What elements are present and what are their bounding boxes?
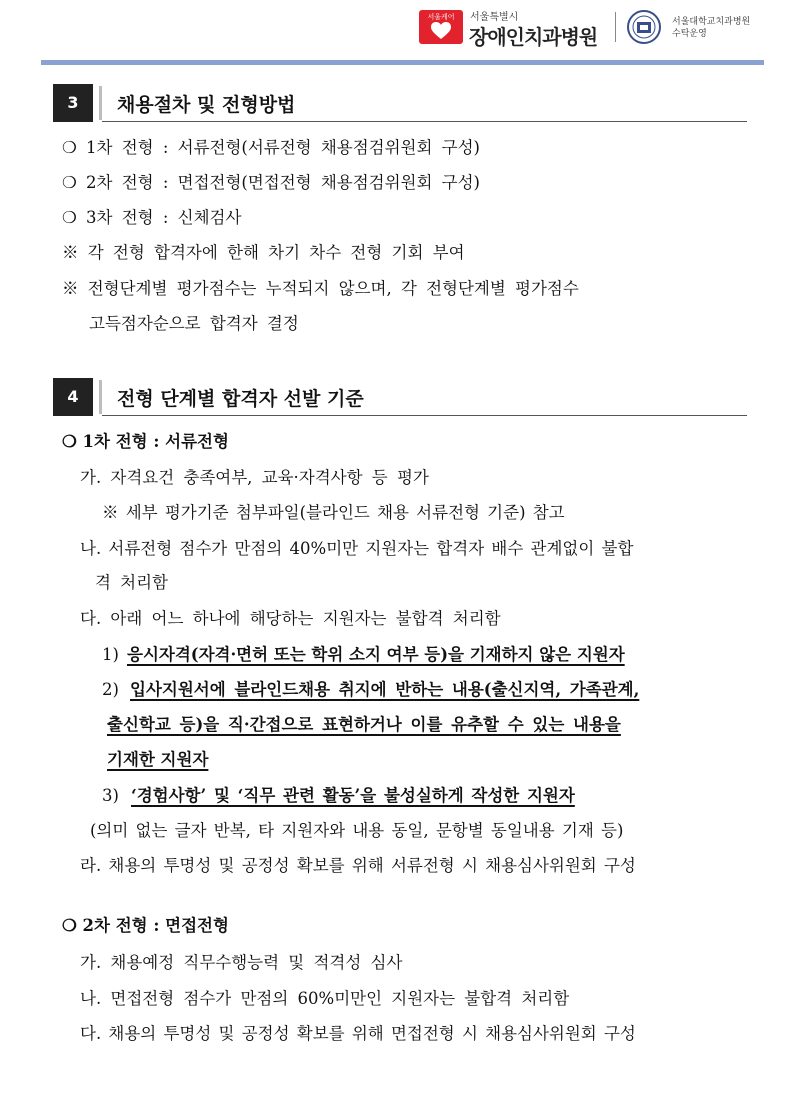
- section-4-header: [53, 378, 747, 416]
- sub-item-text: ‘경험사항’ 및 ‘직무 관련 활동’을 불성실하게 작성한 지원자: [131, 786, 575, 805]
- stage-1-item-na-continued: 격 처리함: [95, 573, 169, 592]
- section-3-header: [53, 84, 747, 122]
- list-item: ❍ 1차 전형 : 서류전형(서류전형 채용점검위원회 구성): [62, 138, 480, 157]
- sub-item-text-continued: 출신학교 등)을 직·간접으로 표현하거나 이를 유추할 수 있는 내용을: [107, 715, 621, 734]
- stage-2-item-da: 다. 채용의 투명성 및 공정성 확보를 위해 면접전형 시 채용심사위원회 구성: [80, 1024, 636, 1043]
- sub-item-number: 3): [102, 786, 119, 805]
- logo-divider: [615, 12, 616, 42]
- logo-badge-text: 서울케어: [427, 13, 455, 21]
- stage-1-item-na: 나. 서류전형 점수가 만점의 40%미만 지원자는 합격자 배수 관계없이 불합: [80, 539, 634, 558]
- section-bar: [99, 380, 102, 414]
- stage-2-heading: ❍ 2차 전형 : 면접전형: [62, 916, 229, 935]
- stage-2-item-na: 나. 면접전형 점수가 만점의 60%미만인 지원자는 불합격 처리함: [80, 989, 570, 1008]
- university-name: 서울대학교치과병원 수탁운영: [672, 17, 751, 39]
- note-item: ※ 전형단계별 평가점수는 누적되지 않으며, 각 전형단계별 평가점수: [62, 279, 579, 298]
- note-item-continued: 고득점자순으로 합격자 결정: [89, 314, 299, 333]
- logo-subtitle: 서울특별시: [470, 12, 519, 23]
- section-number: 4: [53, 378, 93, 416]
- stage-1-item-da: 다. 아래 어느 하나에 해당하는 지원자는 불합격 처리함: [80, 609, 501, 628]
- heart-icon: [431, 22, 451, 40]
- section-bar: [99, 86, 102, 120]
- section-underline: [102, 415, 747, 416]
- section-underline: [102, 121, 747, 122]
- sub-item-text: 응시자격(자격·면허 또는 학위 소지 여부 등)을 기재하지 않은 지원자: [127, 645, 625, 664]
- stage-1-note: ※ 세부 평가기준 첨부파일(블라인드 채용 서류전형 기준) 참고: [102, 503, 565, 522]
- sub-item-text: 입사지원서에 블라인드채용 취지에 반하는 내용(출신지역, 가족관계,: [130, 680, 640, 699]
- sub-item-text-continued: 기재한 지원자: [107, 750, 209, 769]
- list-item: ❍ 3차 전형 : 신체검사: [62, 208, 242, 227]
- sub-item-note: (의미 없는 글자 반복, 타 지원자와 내용 동일, 문항별 동일내용 기재 등): [90, 821, 624, 840]
- stage-2-item-ga: 가. 채용예정 직무수행능력 및 적격성 심사: [80, 953, 403, 972]
- seoul-care-logo: [419, 10, 463, 44]
- page-header: [0, 0, 804, 60]
- university-seal-icon: [624, 9, 664, 45]
- section-number: 3: [53, 84, 93, 122]
- section-title: 전형 단계별 합격자 선발 기준: [117, 388, 364, 410]
- stage-1-item-ga: 가. 자격요건 충족여부, 교육·자격사항 등 평가: [80, 468, 429, 487]
- section-title: 채용절차 및 전형방법: [117, 94, 296, 116]
- sub-item-number: 2): [102, 680, 119, 699]
- list-item: ❍ 2차 전형 : 면접전형(면접전형 채용점검위원회 구성): [62, 173, 480, 192]
- stage-1-item-ra: 라. 채용의 투명성 및 공정성 확보를 위해 서류전형 시 채용심사위원회 구성: [80, 856, 636, 875]
- sub-item-number: 1): [102, 645, 119, 664]
- header-rule: [41, 60, 764, 65]
- hospital-name: 장애인치과병원: [469, 25, 598, 49]
- note-item: ※ 각 전형 합격자에 한해 차기 차수 전형 기회 부여: [62, 243, 465, 262]
- stage-1-heading: ❍ 1차 전형 : 서류전형: [62, 432, 229, 451]
